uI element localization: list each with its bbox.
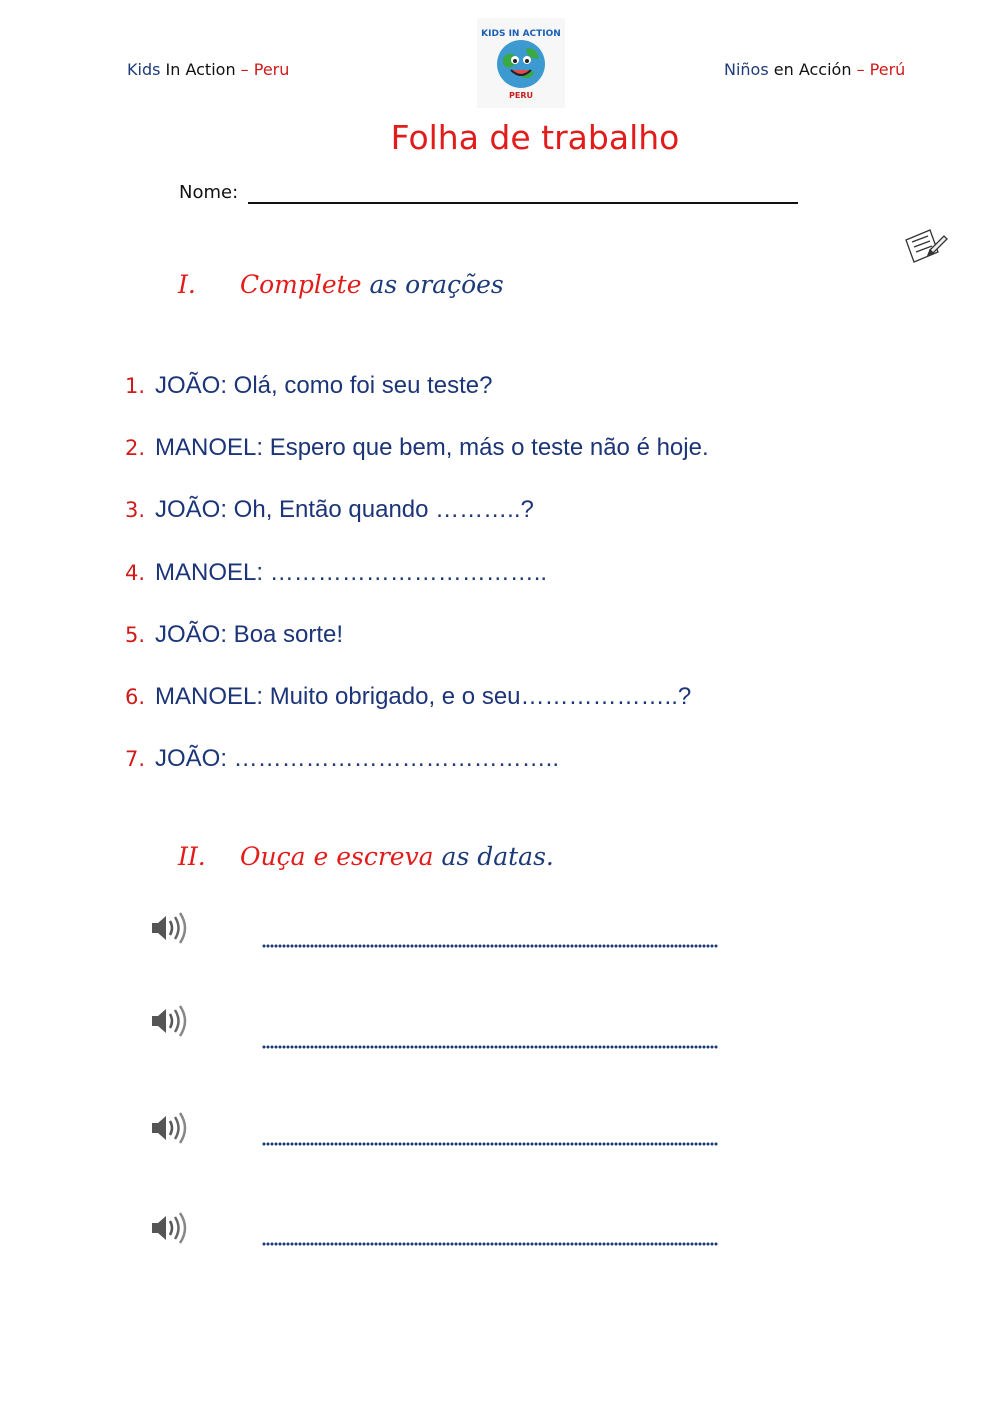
logo-text-bottom: PERU [509, 91, 533, 100]
header-right-en-accion: en Acción [768, 60, 857, 79]
item-text: JOÃO: Boa sorte! [155, 621, 344, 648]
list-item[interactable] [125, 745, 559, 773]
answer-line[interactable] [262, 1039, 718, 1053]
item-number: 6. [125, 685, 146, 709]
header-left [127, 60, 289, 79]
section-1-numeral: I. [178, 270, 196, 299]
name-label: Nome: [179, 182, 239, 203]
list-item [125, 372, 492, 400]
section-2-numeral: II. [178, 842, 206, 871]
section-2-title [240, 842, 554, 871]
item-number: 4. [125, 561, 146, 585]
section-1-heading [178, 270, 578, 304]
item-text: MANOEL: Espero que bem, más o teste não é hoje. [155, 434, 709, 461]
kids-in-action-logo [477, 18, 565, 108]
item-number: 2. [125, 436, 146, 460]
speaker-icon[interactable] [148, 1003, 190, 1039]
section-2-heading [178, 842, 598, 876]
item-text[interactable]: JOÃO: Oh, Então quando ………..? [155, 496, 534, 523]
item-text[interactable]: MANOEL: Muito obrigado, e o seu………………..? [155, 683, 692, 710]
list-item[interactable] [125, 683, 691, 711]
answer-line[interactable] [262, 1136, 718, 1150]
header-right [724, 60, 905, 79]
page-title: Folha de trabalho [390, 118, 680, 157]
header-right-peru: – Perú [856, 60, 906, 79]
header-left-peru: – Peru [240, 60, 290, 79]
speaker-icon[interactable] [148, 1210, 190, 1246]
item-text[interactable]: MANOEL: …………………………….. [155, 559, 548, 586]
item-number: 7. [125, 747, 146, 771]
speaker-icon[interactable] [148, 910, 190, 946]
section-2-title-rest: as datas. [433, 842, 554, 871]
section-1-title [240, 270, 504, 299]
speaker-icon[interactable] [148, 1110, 190, 1146]
item-text: JOÃO: Olá, como foi seu teste? [155, 372, 493, 399]
list-item[interactable] [125, 559, 547, 587]
item-number: 3. [125, 498, 146, 522]
answer-line[interactable] [262, 1236, 718, 1250]
list-item [125, 621, 343, 649]
item-number: 1. [125, 374, 146, 398]
answer-line[interactable] [262, 938, 718, 952]
item-number: 5. [125, 623, 146, 647]
logo-text-top: KIDS IN ACTION [481, 29, 561, 39]
section-1-title-rest: as orações [361, 270, 504, 299]
list-item [125, 434, 709, 462]
header-right-ninos: Niños [724, 60, 769, 79]
header-left-kids: Kids [127, 60, 161, 79]
list-item[interactable] [125, 496, 534, 524]
notepad-pencil-icon [900, 222, 950, 268]
name-field-line[interactable] [248, 202, 798, 204]
header-left-in-action: In Action [160, 60, 241, 79]
section-1-title-red: Complete [240, 270, 362, 299]
section-2-title-red: Ouça e escreva [240, 842, 434, 871]
item-text[interactable]: JOÃO: ………………………………….. [155, 745, 560, 772]
